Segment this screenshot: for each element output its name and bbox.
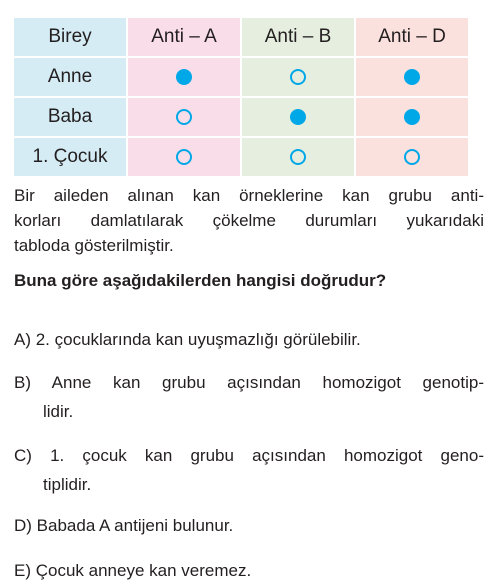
option-e[interactable]: E) Çocuk anneye kan veremez.	[14, 561, 252, 580]
baba-anti-b-cell	[242, 98, 354, 136]
cocuk-anti-b-cell	[242, 138, 354, 176]
cocuk-anti-d-cell	[356, 138, 468, 176]
anne-anti-a-cell	[128, 58, 240, 96]
empty-circle-icon	[176, 149, 192, 165]
question-prompt: Buna göre aşağıdakilerden hangisi doğrudur?	[14, 271, 387, 290]
row-label-baba: Baba	[14, 98, 126, 136]
header-anti-a: Anti – A	[128, 18, 240, 56]
question-stem	[14, 183, 484, 258]
anne-anti-b-cell	[242, 58, 354, 96]
baba-anti-a-cell	[128, 98, 240, 136]
anne-anti-d-cell	[356, 58, 468, 96]
option-d[interactable]: D) Babada A antijeni bulunur.	[14, 516, 234, 535]
header-anti-b: Anti – B	[242, 18, 354, 56]
option-b-line-1: B) Anne kan grubu açısından homozigot genotip-	[14, 373, 484, 392]
option-c[interactable]	[14, 441, 484, 499]
header-anti-d: Anti – D	[356, 18, 468, 56]
empty-circle-icon	[404, 149, 420, 165]
stem-line-2: korları damlatılarak çökelme durumları yukarıdaki	[14, 211, 484, 230]
option-b[interactable]	[14, 368, 484, 426]
option-c-line-2: tiplidir.	[43, 475, 92, 494]
cocuk-anti-a-cell	[128, 138, 240, 176]
baba-anti-d-cell	[356, 98, 468, 136]
filled-circle-icon	[404, 69, 420, 85]
option-b-line-2: lidir.	[43, 402, 74, 421]
filled-circle-icon	[290, 109, 306, 125]
option-c-line-1: C) 1. çocuk kan grubu açısından homozigot geno-	[14, 446, 484, 465]
stem-line-3: tabloda gösterilmiştir.	[14, 236, 174, 255]
empty-circle-icon	[290, 69, 306, 85]
empty-circle-icon	[176, 109, 192, 125]
empty-circle-icon	[290, 149, 306, 165]
row-label-anne: Anne	[14, 58, 126, 96]
filled-circle-icon	[176, 69, 192, 85]
row-label-cocuk: 1. Çocuk	[14, 138, 126, 176]
stem-line-1: Bir aileden alınan kan örneklerine kan grubu anti-	[14, 186, 484, 205]
header-birey: Birey	[14, 18, 126, 56]
blood-test-table	[14, 18, 468, 172]
filled-circle-icon	[404, 109, 420, 125]
option-a[interactable]: A) 2. çocuklarında kan uyuşmazlığı görülebilir.	[14, 330, 361, 349]
